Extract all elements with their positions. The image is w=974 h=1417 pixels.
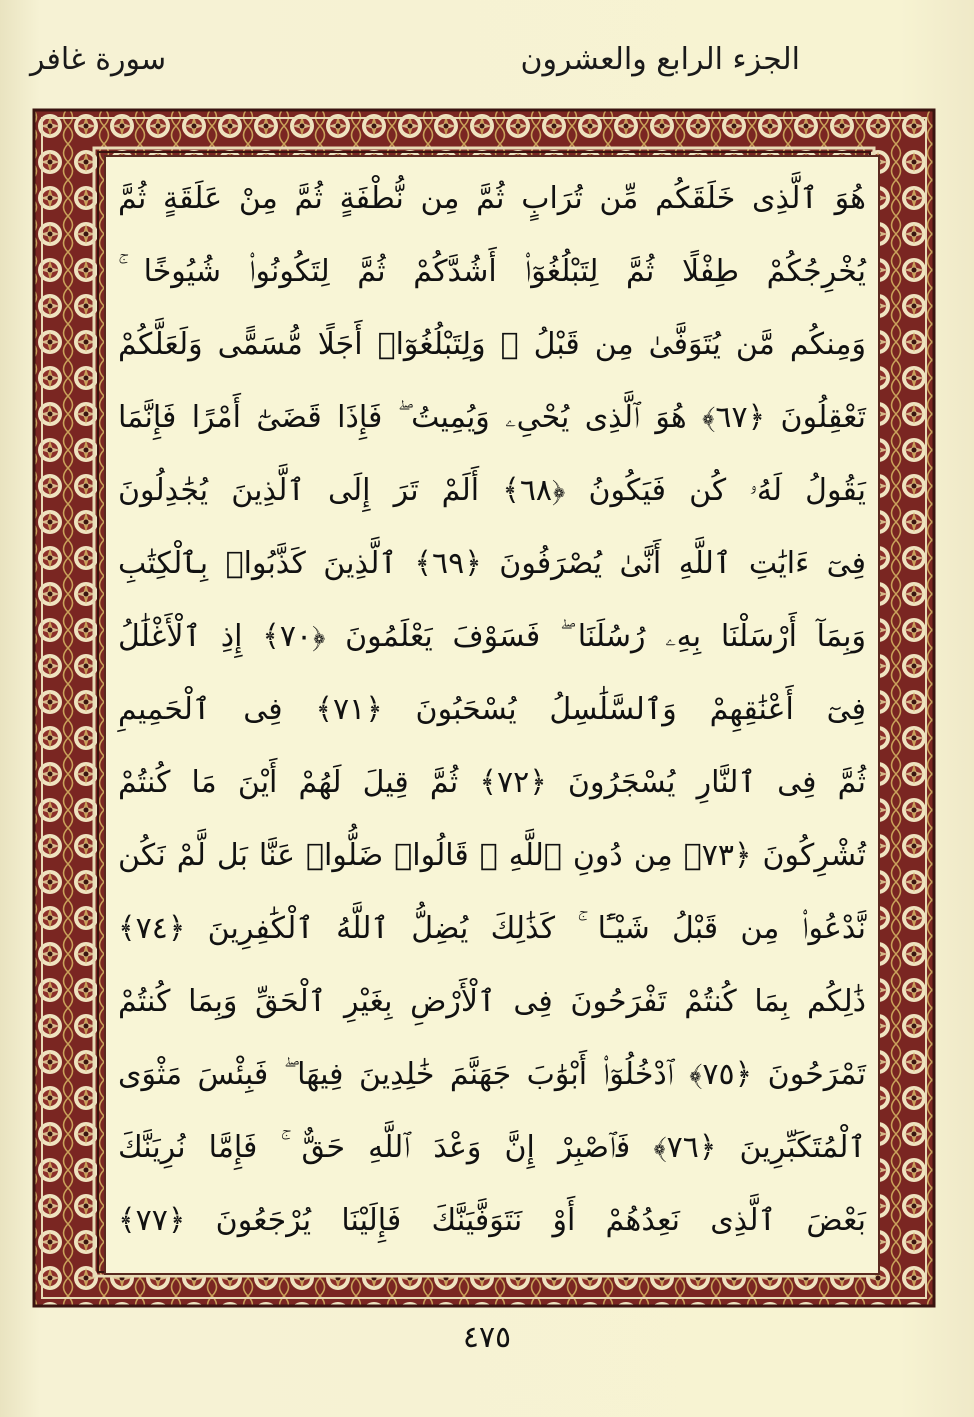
verse-block [110, 162, 874, 1262]
verse-line: تَمْرَحُونَ ﴿٧٥﴾ ٱدْخُلُوٓا۟ أَبْوَٰبَ جَهَنَّمَ خَٰلِدِينَ فِيهَا ۖ فَبِئْسَ مَثْوَى [118, 1057, 866, 1092]
surah-title: سورة غافر [30, 42, 167, 77]
verse-line: بَعْضَ ٱلَّذِى نَعِدُهُمْ أَوْ نَتَوَفَّيَنَّكَ فَإِلَيْنَا يُرْجَعُونَ ﴿٧٧﴾ [118, 1203, 866, 1238]
verse-line: نَّدْعُوا۟ مِن قَبْلُ شَيْـًٔا ۚ كَذَٰلِكَ يُضِلُّ ٱللَّهُ ٱلْكَٰفِرِينَ ﴿٧٤﴾ [118, 911, 866, 946]
juz-title: الجزء الرابع والعشرون [520, 42, 800, 77]
verse-line: وَبِمَآ أَرْسَلْنَا بِهِۦ رُسُلَنَا ۖ فَسَوْفَ يَعْلَمُونَ ﴿٧٠﴾ إِذِ ٱلْأَغْلَٰلُ [118, 619, 867, 654]
verse-line: ثُمَّ فِى ٱلنَّارِ يُسْجَرُونَ ﴿٧٢﴾ ثُمَّ قِيلَ لَهُمْ أَيْنَ مَا كُنتُمْ [118, 765, 866, 800]
verse-line: فِىٓ ءَايَٰتِ ٱللَّهِ أَنَّىٰ يُصْرَفُونَ ﴿٦٩﴾ ٱلَّذِينَ كَذَّبُوا۟ بِٱلْكِتَٰبِ [118, 546, 866, 581]
page-number: ٤٧٥ [462, 1320, 512, 1355]
verse-line: ٱلْمُتَكَبِّرِينَ ﴿٧٦﴾ فَٱصْبِرْ إِنَّ وَعْدَ ٱللَّهِ حَقٌّ ۚ فَإِمَّا نُرِيَنَّكَ [118, 1130, 866, 1165]
verse-line: وَمِنكُم مَّن يُتَوَفَّىٰ مِن قَبْلُ ۖ وَلِتَبْلُغُوٓا۟ أَجَلًا مُّسَمًّى وَلَعَلَّكُمْ [118, 327, 866, 362]
page-header [30, 38, 800, 88]
verse-line: يَقُولُ لَهُۥ كُن فَيَكُونُ ﴿٦٨﴾ أَلَمْ تَرَ إِلَى ٱلَّذِينَ يُجَٰدِلُونَ [118, 473, 866, 508]
verse-line: يُخْرِجُكُمْ طِفْلًا ثُمَّ لِتَبْلُغُوٓا۟ أَشُدَّكُمْ ثُمَّ لِتَكُونُوا۟ شُيُوخًا ۚ [118, 254, 866, 289]
verse-line: تَعْقِلُونَ ﴿٦٧﴾ هُوَ ٱلَّذِى يُحْىِۦ وَيُمِيتُ ۖ فَإِذَا قَضَىٰٓ أَمْرًا فَإِنَّمَا [118, 400, 866, 435]
verse-line: هُوَ ٱلَّذِى خَلَقَكُم مِّن تُرَابٍ ثُمَّ مِن نُّطْفَةٍ ثُمَّ مِنْ عَلَقَةٍ ثُمَّ [118, 181, 866, 216]
verse-line: تُشْرِكُونَ ﴿٧٣﴾ مِن دُونِ ٱللَّهِ ۖ قَالُوا۟ ضَلُّوا۟ عَنَّا بَل لَّمْ نَكُن [118, 838, 866, 873]
verse-line: فِىٓ أَعْنَٰقِهِمْ وَٱلسَّلَٰسِلُ يُسْحَبُونَ ﴿٧١﴾ فِى ٱلْحَمِيمِ [118, 692, 866, 727]
verse-line: ذَٰلِكُم بِمَا كُنتُمْ تَفْرَحُونَ فِى ٱلْأَرْضِ بِغَيْرِ ٱلْحَقِّ وَبِمَا كُنتُمْ [118, 984, 866, 1019]
